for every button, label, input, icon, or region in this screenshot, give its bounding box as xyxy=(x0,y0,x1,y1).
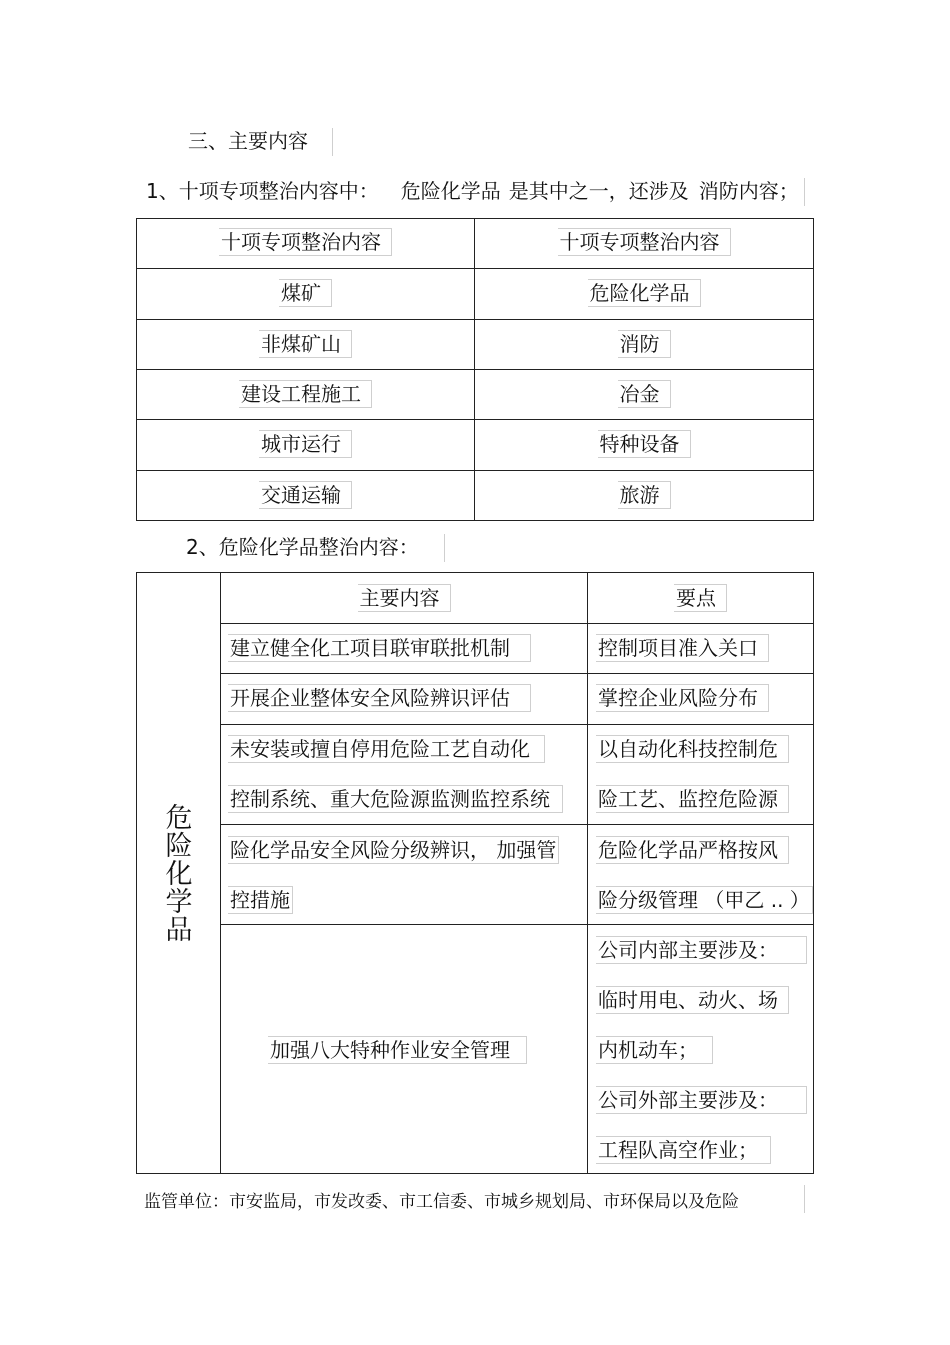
points-cell-line: 工程队高空作业； xyxy=(596,1137,771,1163)
table-cell: 煤矿 xyxy=(137,280,474,306)
table-cell: 城市运行 xyxy=(137,431,474,457)
points-cell-line: 危险化学品严格按风 xyxy=(596,837,789,863)
content-cell-line: 未安装或擅自停用危险工艺自动化 xyxy=(228,736,545,762)
text-box-edge xyxy=(804,178,805,206)
points-cell: 控制项目准入关口 xyxy=(596,635,769,661)
table-cell: 危险化学品 xyxy=(475,280,813,306)
points-cell-line: 以自动化科技控制危 xyxy=(596,736,789,762)
table-header-cell: 十项专项整治内容 xyxy=(475,229,813,255)
side-title-hazardous-chemicals: 危 险 化 学 品 xyxy=(165,803,193,946)
table-header-cell: 十项专项整治内容 xyxy=(137,229,474,255)
table-header-cell: 要点 xyxy=(588,585,813,611)
points-cell: 掌控企业风险分布 xyxy=(596,685,769,711)
table-cell: 非煤矿山 xyxy=(137,331,474,357)
text-box-edge xyxy=(332,128,333,156)
content-cell-line: 控制系统、重大危险源监测监控系统 xyxy=(228,786,563,812)
points-cell-line: 内机动车； xyxy=(596,1037,713,1063)
content-cell-line: 控措施 xyxy=(228,887,293,913)
content-cell: 开展企业整体安全风险辨识评估 xyxy=(228,685,531,711)
text-box-edge xyxy=(444,534,445,562)
points-cell-line: 公司内部主要涉及： xyxy=(596,937,807,963)
table-cell: 特种设备 xyxy=(475,431,813,457)
content-cell: 建立健全化工项目联审联批机制 xyxy=(228,635,531,661)
table-cell: 旅游 xyxy=(475,482,813,508)
supervision-units-text: 监管单位：市安监局，市发改委、市工信委、市城乡规划局、市环保局以及危险 xyxy=(144,1192,739,1212)
section-heading: 三、主要内容 xyxy=(188,129,308,153)
table-header-cell: 主要内容 xyxy=(221,585,587,611)
intro-paragraph: 1、十项专项整治内容中： 危险化学品 是其中之一，还涉及 消防内容； xyxy=(146,179,799,203)
points-cell-line: 险工艺、监控危险源 xyxy=(596,786,789,812)
table-cell: 冶金 xyxy=(475,381,813,407)
content-cell: 加强八大特种作业安全管理 xyxy=(268,1037,527,1063)
table-cell: 建设工程施工 xyxy=(137,381,474,407)
content-cell-line: 险化学品安全风险分级辨识， 加强管 xyxy=(228,837,559,863)
table-cell: 交通运输 xyxy=(137,482,474,508)
points-cell-line: 险分级管理 （甲乙 .. ） xyxy=(596,887,813,913)
table-cell: 消防 xyxy=(475,331,813,357)
points-cell-line: 公司外部主要涉及： xyxy=(596,1087,807,1113)
hazchem-heading: 2、危险化学品整治内容： xyxy=(186,535,419,559)
text-box-edge xyxy=(804,1185,805,1213)
points-cell-line: 临时用电、动火、场 xyxy=(596,987,789,1013)
